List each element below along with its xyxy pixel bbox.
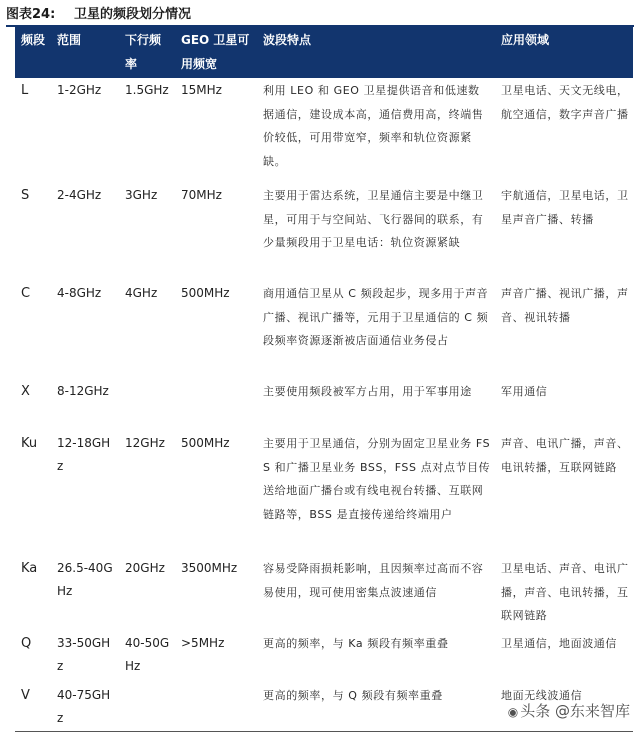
frequency-band-table bbox=[15, 26, 633, 732]
cell-range: 4-8GHz bbox=[57, 286, 102, 300]
cell-downlink: 20GHz bbox=[125, 561, 165, 575]
watermark-text: 头条 @东来智库 bbox=[520, 702, 630, 720]
cell-range: 26.5-40GHz bbox=[57, 561, 113, 598]
header-range: 范围 bbox=[51, 26, 119, 78]
cell-range: 1-2GHz bbox=[57, 83, 102, 97]
table-row bbox=[15, 78, 633, 183]
source-watermark bbox=[508, 700, 630, 721]
cell-bandwidth: 500MHz bbox=[181, 286, 230, 300]
camera-icon: ◉ bbox=[507, 705, 519, 719]
cell-band: Ku bbox=[21, 436, 38, 451]
cell-downlink bbox=[119, 683, 175, 731]
cell-bandwidth: >5MHz bbox=[181, 636, 225, 650]
cell-bandwidth bbox=[175, 379, 257, 431]
table-row bbox=[15, 183, 633, 281]
cell-range: 2-4GHz bbox=[57, 188, 102, 202]
cell-range: 8-12GHz bbox=[57, 384, 109, 398]
cell-range: 12-18GHz bbox=[57, 436, 111, 473]
cell-applications: 军用通信 bbox=[501, 385, 548, 398]
cell-range: 33-50GHz bbox=[57, 636, 111, 673]
cell-applications: 卫星电话、声音、电讯广播，声音、电讯转播，互联网链路 bbox=[501, 562, 629, 622]
figure-title bbox=[6, 5, 634, 27]
cell-applications: 卫星电话、天文无线电，航空通信，数字声音广播 bbox=[501, 84, 629, 121]
cell-bandwidth: 15MHz bbox=[181, 83, 222, 97]
figure-label: 图表24: bbox=[6, 7, 56, 22]
cell-features: 主要用于卫星通信，分别为固定卫星业务 FSS 和广播卫星业务 BSS，FSS 点对点节目传送给地面广播台或有线电视台转播、互联网链路等，BSS 是直接传递给终端用户 bbox=[263, 437, 491, 521]
cell-downlink: 3GHz bbox=[125, 188, 158, 202]
cell-downlink bbox=[119, 379, 175, 431]
cell-applications: 声音广播、视讯广播，声音、视讯转播 bbox=[501, 287, 629, 324]
table-row bbox=[15, 281, 633, 379]
header-geo-bandwidth: GEO 卫星可用频宽 bbox=[175, 26, 257, 78]
cell-features: 更高的频率，与 Ka 频段有频率重叠 bbox=[263, 637, 449, 650]
cell-applications: 声音、电讯广播，声音、电讯转播，互联网链路 bbox=[501, 437, 629, 474]
cell-band: Q bbox=[21, 636, 32, 651]
table-header-row bbox=[15, 26, 633, 78]
table-row bbox=[15, 631, 633, 683]
cell-features: 更高的频率，与 Q 频段有频率重叠 bbox=[257, 683, 495, 731]
cell-downlink: 40-50GHz bbox=[125, 636, 170, 673]
cell-features: 容易受降雨损耗影响，且因频率过高而不容易使用，现可使用密集点波速通信 bbox=[263, 562, 484, 599]
table-row bbox=[15, 556, 633, 631]
cell-downlink: 12GHz bbox=[125, 436, 165, 450]
header-features: 波段特点 bbox=[257, 26, 495, 78]
cell-applications: 宇航通信，卫星电话，卫星声音广播、转播 bbox=[501, 189, 629, 226]
cell-features: 主要使用频段被军方占用，用于军事用途 bbox=[263, 385, 472, 398]
cell-band: S bbox=[21, 188, 30, 203]
cell-band: V bbox=[15, 683, 51, 731]
header-band: 频段 bbox=[15, 26, 51, 78]
cell-bandwidth bbox=[175, 683, 257, 731]
cell-applications: 地面无线波通信 bbox=[495, 683, 633, 731]
cell-downlink: 4GHz bbox=[125, 286, 158, 300]
table-row bbox=[15, 379, 633, 431]
cell-range: 40-75GHz bbox=[51, 683, 119, 731]
cell-features: 利用 LEO 和 GEO 卫星提供语音和低速数据通信，建设成本高，通信费用高，终端售价较低，可用带宽窄，频率和轨位资源紧缺。 bbox=[263, 84, 484, 168]
header-applications: 应用领域 bbox=[495, 26, 633, 78]
cell-downlink: 1.5GHz bbox=[125, 83, 169, 97]
cell-bandwidth: 500MHz bbox=[181, 436, 230, 450]
cell-bandwidth: 70MHz bbox=[181, 188, 222, 202]
cell-band: C bbox=[21, 286, 31, 301]
header-downlink: 下行频率 bbox=[119, 26, 175, 78]
figure-caption: 卫星的频段划分情况 bbox=[74, 7, 192, 22]
cell-features: 主要用于雷达系统，卫星通信主要是中继卫星，可用于与空间站、飞行器间的联系，有少量频段用于卫星电话：轨位资源紧缺 bbox=[263, 189, 484, 249]
cell-band: Ka bbox=[21, 561, 38, 576]
cell-band: L bbox=[21, 83, 29, 98]
table-row bbox=[15, 431, 633, 556]
cell-features: 商用通信卫星从 C 频段起步，现多用于声音广播、视讯广播等，元用于卫星通信的 C 频段频率资源逐渐被店面通信业务侵占 bbox=[263, 287, 489, 347]
cell-band: X bbox=[21, 384, 30, 399]
cell-bandwidth: 3500MHz bbox=[181, 561, 238, 575]
cell-applications: 卫星通信，地面波通信 bbox=[501, 637, 617, 650]
